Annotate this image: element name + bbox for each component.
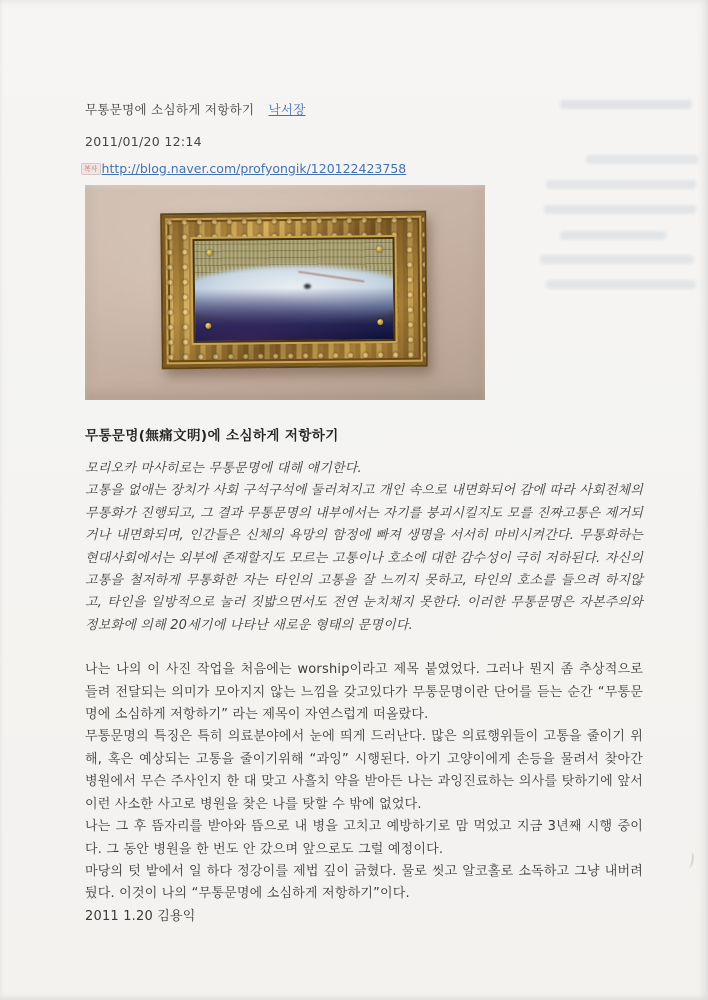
paragraph-gap (85, 637, 643, 659)
ornate-gold-frame (160, 211, 428, 370)
bleedthrough-artifact (544, 205, 696, 214)
dark-foreground-gradient (195, 287, 394, 341)
quote-body-text: 고통을 없애는 장치가 사회 구석구석에 둘러쳐지고 개인 속으로 내면화되어 감에 따라 사회전체의 무통화가 진행되고, 그 결과 무통문명의 내부에서는 자기를 붕괴시킬지도 모를 진짜고통은 제거되거나 내면화되며, 인간들은 신체의 욕망의 함정에 빠져 생명을 서서히 마비시켜간다. 무통화하는 현대사회에서는 외부에 존재할지도 모르는 고통이나 호소에 대한 감수성이 극히 저하된다. 자신의 고통을 철저하게 무통화한 자는 타인의 고통을 잘 느끼지 못하고, 타인의 호소를 들으려 하지않고, 타인을 일방적으로 눌러 짓밟으면서도 전연 눈치채지 못한다. 이러한 무통문명은 자본주의와 정보화에 의해 20세기에 나타난 새로운 형태의 문명이다. (85, 483, 643, 633)
bleedthrough-artifact (540, 255, 694, 264)
quote-intro-line: 모리오카 마사히로는 무통문명에 대해 얘기한다. (85, 461, 362, 476)
author-signature: 2011 1.20 김용익 (85, 908, 196, 924)
scan-pen-mark-artifact (685, 852, 694, 869)
category-link[interactable]: 낙서장 (268, 102, 306, 117)
body-paragraph: 나는 나의 이 사진 작업을 처음에는 worship이라고 제목 붙였었다. 그러나 뭔지 좀 추상적으로 들려 전달되는 의미가 모아지지 않는 느낌을 갖고있다가 무통문명이란 단어를 듣는 순간 “무통문명에 소심하게 저항하기” 라는 제목이 자연스럽게 떠올랐다. (85, 662, 643, 723)
bleedthrough-artifact (586, 155, 698, 164)
bleedthrough-artifact (546, 180, 696, 189)
article-heading: 무통문명(無痛文明)에 소심하게 저항하기 (85, 428, 339, 444)
gold-screw-icon (205, 323, 211, 329)
body-paragraph: 나는 그 후 뜸자리를 받아와 뜸으로 내 병을 고치고 예방하기로 맘 먹었고 지금 3년째 시행 중이다. 그 동안 병원을 한 번도 안 갔으며 앞으로도 그럴 예정이다. (85, 819, 643, 857)
inner-picture (192, 237, 395, 343)
quoted-passage (85, 458, 643, 637)
post-title-row (85, 100, 306, 118)
post-url-link[interactable]: http://blog.naver.com/profyongik/120122423758 (101, 161, 407, 176)
gold-screw-icon (206, 250, 212, 256)
post-url-row (81, 161, 406, 176)
bleedthrough-artifact (546, 280, 696, 289)
url-copy-badge: 복사 (81, 163, 101, 175)
bleedthrough-artifact (560, 100, 692, 109)
post-title: 무통문명에 소심하게 저항하기 (85, 102, 255, 117)
body-paragraph: 무통문명의 특징은 특히 의료분야에서 눈에 띄게 드러난다. 많은 의료행위들이 고통을 줄이기 위해, 혹은 예상되는 고통을 줄이기위해 “과잉” 시행된다. 아기 고양이에게 손등을 물려서 찾아간 병원에서 무슨 주사인지 한 대 맞고 사흘치 약을 받아든 나는 과잉진료하는 의사를 탓하기에 앞서 이런 사소한 사고로 병원을 찾은 나를 탓할 수 밖에 없었다. (85, 729, 643, 812)
body-paragraph: 마당의 텃 밭에서 일 하다 정강이를 제법 깊이 긁혔다. 물로 씻고 알코홀로 소독하고 그냥 내버려뒀다. 이것이 나의 “무통문명에 소심하게 저항하기”이다. (85, 863, 643, 902)
framed-picture-photo (85, 185, 485, 400)
article-body (85, 458, 643, 928)
post-date: 2011/01/20 12:14 (85, 134, 202, 149)
bleedthrough-artifact (560, 231, 666, 240)
